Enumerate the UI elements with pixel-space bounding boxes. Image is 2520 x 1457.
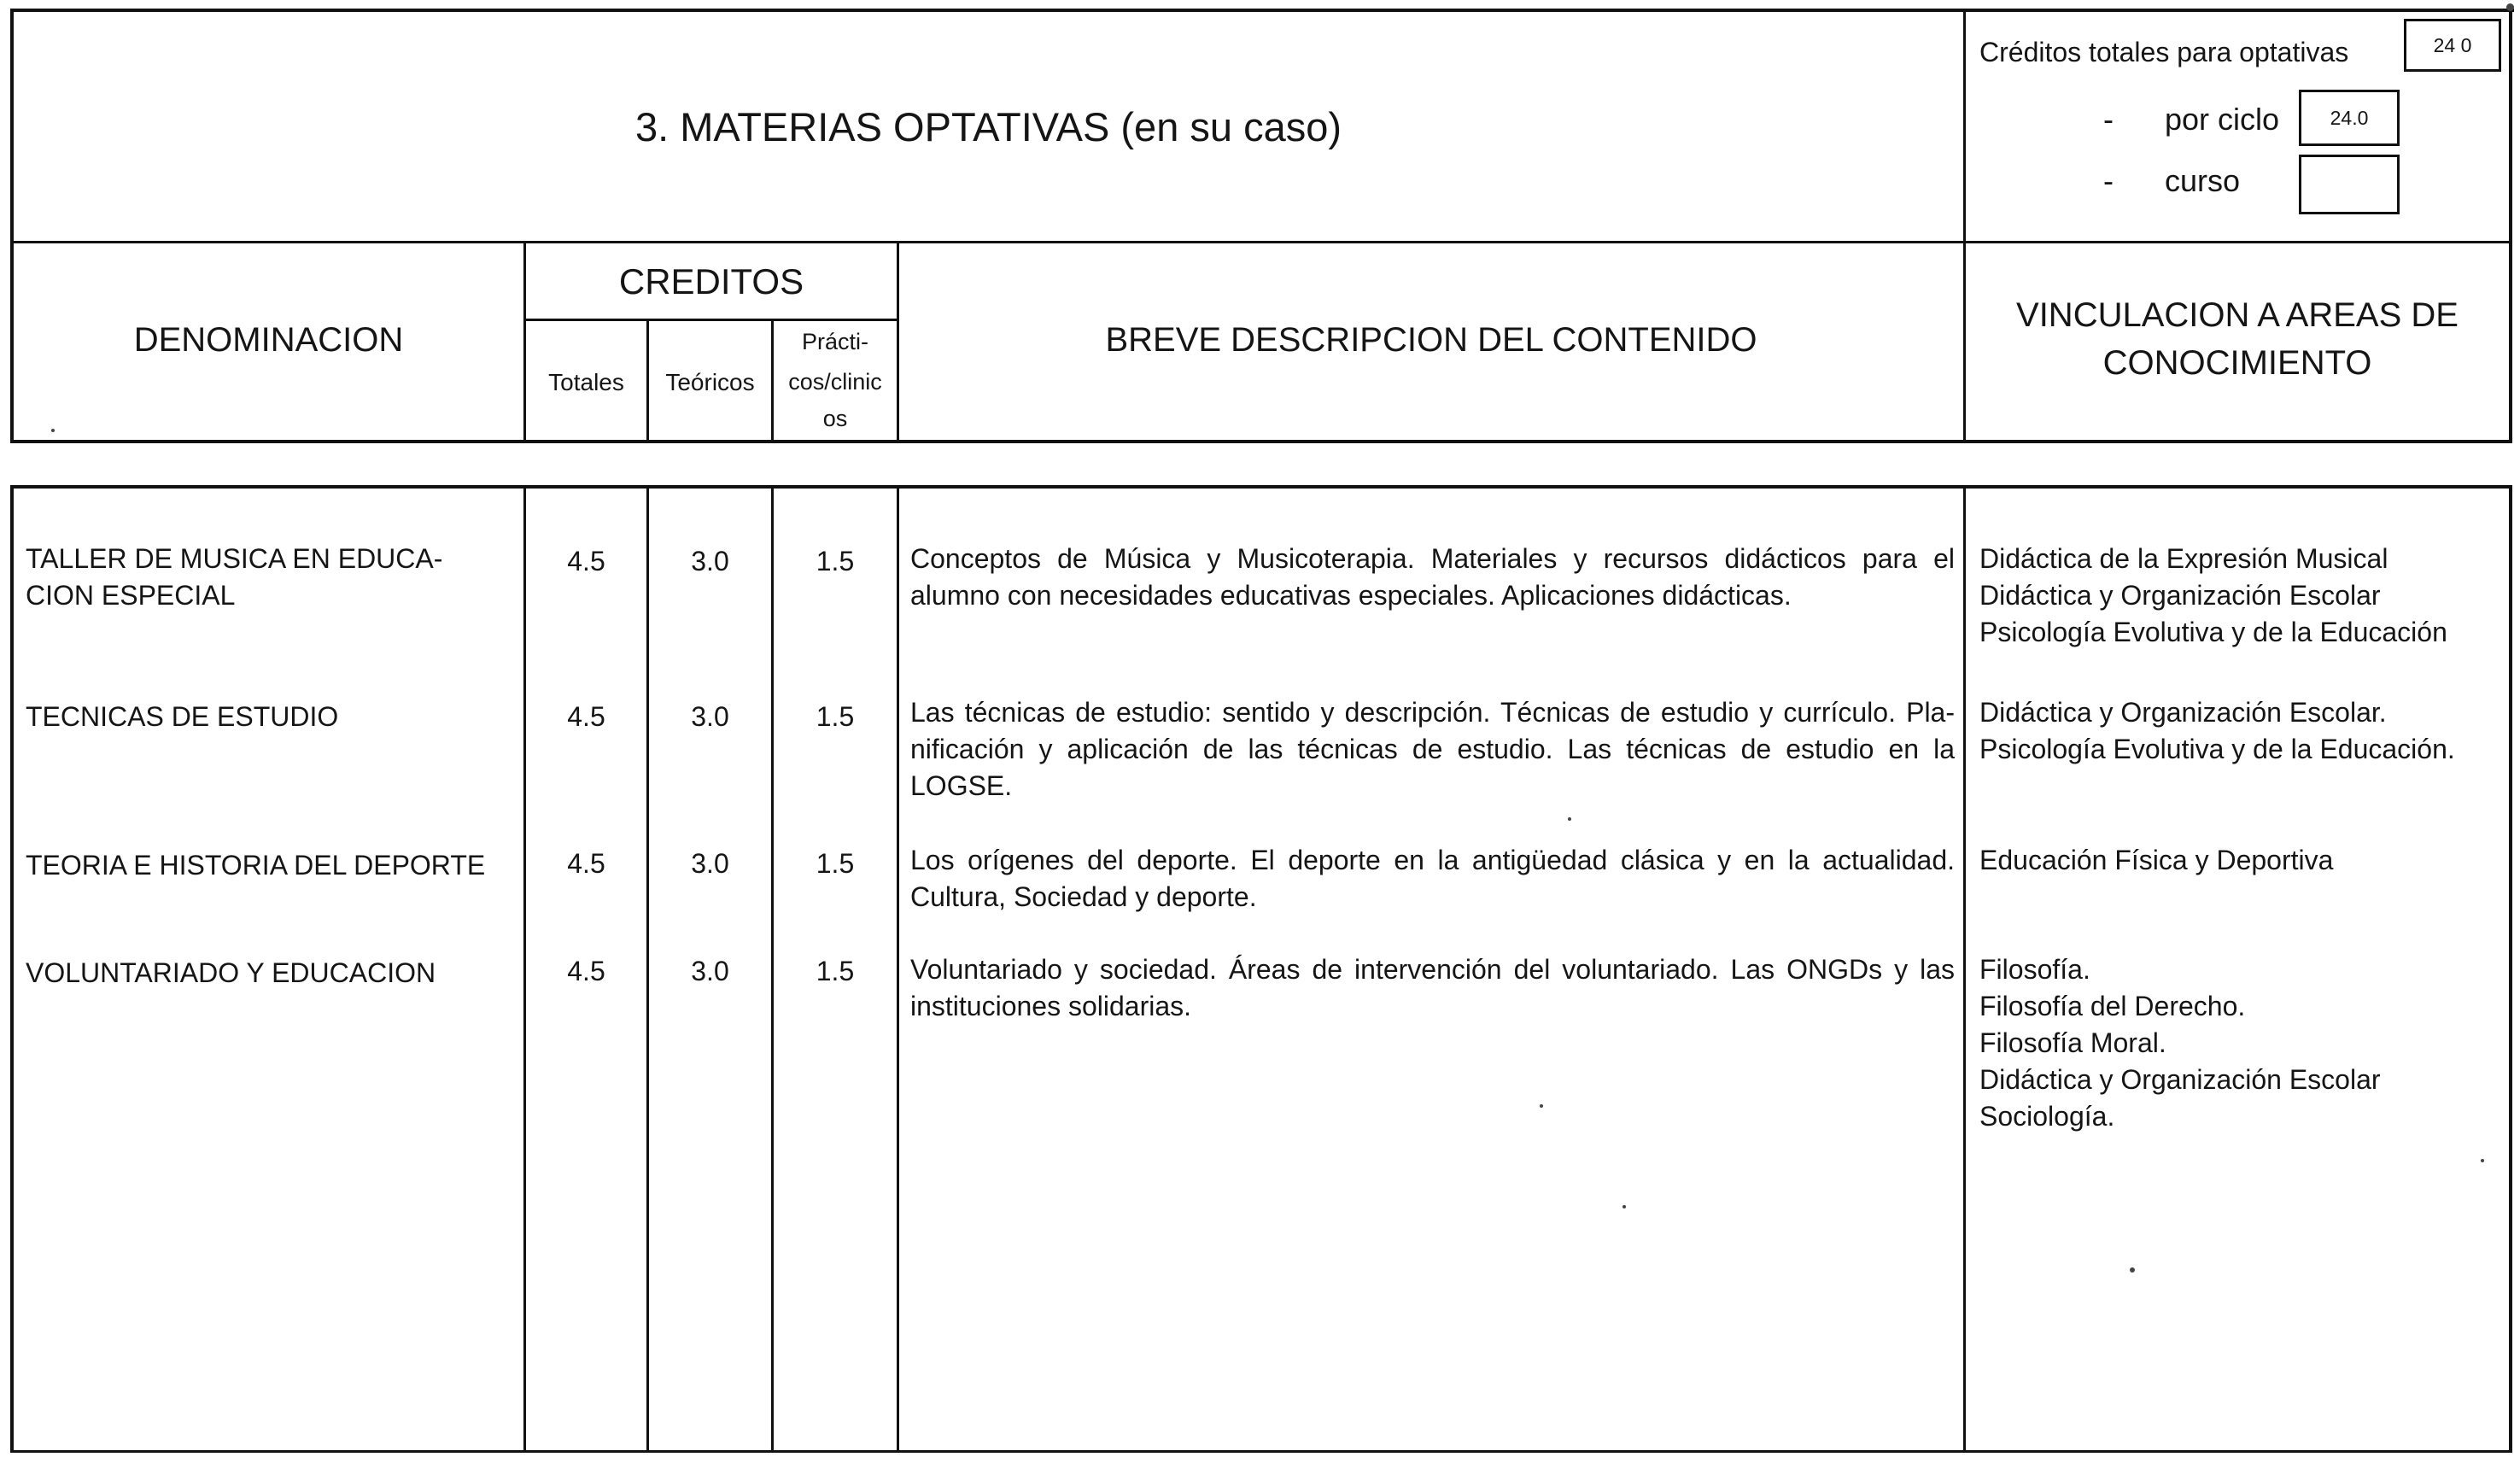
row-1-totales: 4.5: [567, 546, 605, 576]
col-header-totales: Totales: [548, 369, 624, 395]
row-1-description: [910, 541, 1955, 614]
row-4-desc-line-2: instituciones solidarias.: [910, 991, 1192, 1021]
row-3-desc-line-1: Los orígenes del deporte. El deporte en la antigüedad clásica y en la actualidad.: [910, 845, 1955, 875]
body-top-border: [10, 485, 2512, 489]
row-2-area-2: Psicología Evolutiva y de la Educación.: [1979, 734, 2455, 764]
row-3-area-1: Educación Física y Deportiva: [1979, 845, 2334, 875]
per-course-dash: -: [2103, 163, 2114, 198]
row-1-area-3: Psicología Evolutiva y de la Educación: [1979, 617, 2447, 647]
row-3-description: [910, 842, 1955, 916]
per-cycle-box: [2299, 90, 2400, 146]
row-1-name-line-1: TALLER DE MUSICA EN EDUCA-: [26, 543, 443, 574]
row-3-teoricos: 3.0: [691, 848, 729, 879]
header-bottom-border: [10, 440, 2512, 443]
row-4-area-5: Sociología.: [1979, 1101, 2115, 1132]
body-col-divider-descripcion: [1963, 485, 1966, 1452]
col-header-practicos-3: os: [822, 406, 848, 431]
scan-speck: [2506, 3, 2514, 11]
row-1-area-1: Didáctica de la Expresión Musical: [1979, 543, 2388, 574]
header-left-border: [10, 9, 14, 442]
row-1-desc-line-2: alumno con necesidades educativas especiales. Aplicaciones didácticas.: [910, 580, 1792, 611]
table-row-4-name: [26, 955, 436, 992]
row-2-totales: 4.5: [567, 701, 605, 732]
credits-total-value: 24 0: [2433, 33, 2472, 56]
col-header-vinculacion-1: VINCULACION A AREAS DE: [2016, 296, 2459, 334]
row-4-desc-line-1: Voluntariado y sociedad. Áreas de intervención del voluntariado. Las ONGDs y las: [910, 954, 1955, 985]
row-2-areas: [1979, 694, 2455, 768]
row-4-practicos: 1.5: [816, 956, 855, 986]
body-bottom-border: [10, 1450, 2512, 1453]
row-1-desc-line-1: Conceptos de Música y Musicoterapia. Materiales y recursos didácticos para el: [910, 543, 1955, 574]
row-3-practicos: 1.5: [816, 848, 855, 879]
col-header-teoricos: Teóricos: [665, 369, 755, 395]
row-4-area-3: Filosofía Moral.: [1979, 1027, 2166, 1058]
table-row-2-name: [26, 699, 338, 735]
row-4-name-line-1: VOLUNTARIADO Y EDUCACION: [26, 957, 436, 988]
row-1-name-line-2: CION ESPECIAL: [26, 580, 236, 611]
row-4-area-2: Filosofía del Derecho.: [1979, 991, 2246, 1021]
per-cycle-value: 24.0: [2330, 106, 2369, 129]
scan-speck: [1623, 1205, 1626, 1208]
row-3-areas: [1979, 842, 2333, 879]
row-2-name-line-1: TECNICAS DE ESTUDIO: [26, 701, 339, 732]
row-2-desc-line-2: nificación y aplicación de las técnicas de estudio. Las técnicas de estudio en la: [910, 734, 1955, 764]
credits-total-box: [2404, 19, 2501, 72]
row-4-area-4: Didáctica y Organización Escolar: [1979, 1064, 2381, 1095]
scan-speck: [2130, 1267, 2135, 1273]
col-header-creditos: CREDITOS: [618, 261, 804, 301]
credits-sub-rule: [523, 319, 899, 321]
row-4-description: [910, 951, 1955, 1025]
col-header-vinculacion-2: CONOCIMIENTO: [2102, 344, 2372, 382]
scan-speck: [1540, 1104, 1543, 1108]
body-left-border: [10, 485, 14, 1452]
row-2-desc-line-3: LOGSE.: [910, 770, 1013, 801]
row-4-totales: 4.5: [567, 956, 605, 986]
table-row-3-name: [26, 847, 485, 884]
row-3-totales: 4.5: [567, 848, 605, 879]
row-3-name-line-1: TEORIA E HISTORIA DEL DEPORTE: [26, 850, 486, 881]
row-1-areas: [1979, 541, 2447, 651]
per-cycle-dash: -: [2103, 102, 2114, 137]
body-col-divider-practicos: [897, 485, 899, 1452]
row-2-description: [910, 694, 1955, 805]
row-1-teoricos: 3.0: [691, 546, 729, 576]
header-right-border: [2509, 9, 2512, 442]
row-2-area-1: Didáctica y Organización Escolar.: [1979, 697, 2387, 728]
header-mid-rule: [10, 241, 2512, 243]
table-row-1-name: [26, 541, 442, 614]
row-2-desc-line-1: Las técnicas de estudio: sentido y descripción. Técnicas de estudio y currículo. Pla-: [910, 697, 1955, 728]
row-1-area-2: Didáctica y Organización Escolar: [1979, 580, 2381, 611]
scan-speck: [1568, 817, 1571, 821]
scan-speck: [2481, 1159, 2484, 1162]
row-4-teoricos: 3.0: [691, 956, 729, 986]
row-1-practicos: 1.5: [816, 546, 855, 576]
page-title: 3. MATERIAS OPTATIVAS (en su caso): [634, 104, 1342, 149]
row-4-area-1: Filosofía.: [1979, 954, 2090, 985]
col-header-descripcion: BREVE DESCRIPCION DEL CONTENIDO: [1105, 321, 1757, 359]
per-course-label: curso: [2165, 163, 2241, 198]
row-4-areas: [1979, 951, 2381, 1135]
row-3-desc-line-2: Cultura, Sociedad y deporte.: [910, 881, 1257, 912]
col-header-practicos-1: Prácti-: [801, 329, 868, 354]
col-header-denominacion: DENOMINACION: [133, 321, 404, 359]
credits-total-label: Créditos totales para optativas: [1979, 37, 2349, 67]
per-cycle-label: por ciclo: [2165, 102, 2280, 137]
header-top-border: [10, 9, 2514, 12]
body-right-border: [2509, 485, 2512, 1452]
scan-speck: [51, 429, 55, 432]
per-course-box: [2299, 155, 2400, 214]
col-header-practicos-2: cos/clinic: [788, 369, 882, 395]
row-2-practicos: 1.5: [816, 701, 855, 732]
row-2-teoricos: 3.0: [691, 701, 729, 732]
